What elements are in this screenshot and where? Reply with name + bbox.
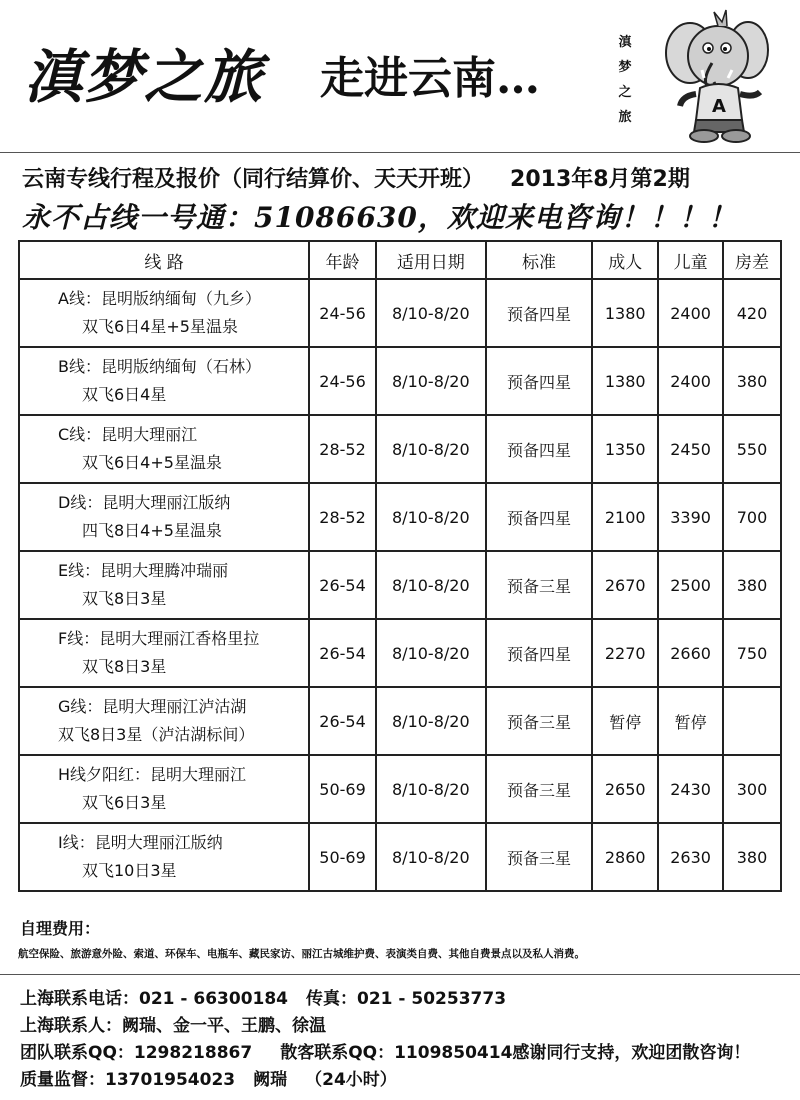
vertical-brand-char: 旅 <box>618 110 632 125</box>
route-name: C线：昆明大理丽江 <box>58 425 198 444</box>
footer-divider <box>0 974 800 975</box>
dates-cell: 8/10-8/20 <box>376 279 486 347</box>
header-adult: 成人 <box>592 241 658 279</box>
vertical-brand <box>614 30 636 130</box>
route-cell <box>19 619 309 687</box>
child-price-cell: 暂停 <box>658 687 723 755</box>
room-diff-cell: 380 <box>723 823 781 891</box>
table-row <box>19 687 781 755</box>
table-row <box>19 823 781 891</box>
age-cell: 28-52 <box>309 483 376 551</box>
page-title <box>22 162 690 193</box>
adult-price-cell: 2670 <box>592 551 658 619</box>
standard-cell: 预备三星 <box>486 823 593 891</box>
route-name: G线：昆明大理丽江泸沽湖 <box>58 697 247 716</box>
adult-price-cell: 1350 <box>592 415 658 483</box>
route-detail: 双飞8日3星 <box>82 657 167 676</box>
age-cell: 26-54 <box>309 687 376 755</box>
table-row <box>19 483 781 551</box>
mascot-letter: A <box>712 96 726 117</box>
route-name: B线：昆明版纳缅甸（石林） <box>58 357 261 376</box>
child-price-cell: 2500 <box>658 551 723 619</box>
contact-line <box>20 1040 750 1067</box>
route-name: D线：昆明大理丽江版纳 <box>58 493 231 512</box>
dates-cell: 8/10-8/20 <box>376 755 486 823</box>
fax-text: 传真：021 - 50253773 <box>306 989 507 1009</box>
table-header-row <box>19 241 781 279</box>
header-room: 房差 <box>723 241 781 279</box>
header-standard: 标准 <box>486 241 593 279</box>
room-diff-cell: 750 <box>723 619 781 687</box>
dates-cell: 8/10-8/20 <box>376 687 486 755</box>
routes-table <box>18 240 782 892</box>
standard-cell: 预备三星 <box>486 551 593 619</box>
standard-cell: 预备四星 <box>486 619 593 687</box>
header <box>0 0 800 150</box>
table-row <box>19 619 781 687</box>
vertical-brand-char: 之 <box>618 85 632 100</box>
room-diff-cell: 700 <box>723 483 781 551</box>
child-price-cell: 2400 <box>658 347 723 415</box>
room-diff-cell: 420 <box>723 279 781 347</box>
individual-qq: 散客联系QQ：1109850414感谢同行支持，欢迎团散咨询！ <box>280 1043 751 1063</box>
adult-price-cell: 2650 <box>592 755 658 823</box>
dates-cell: 8/10-8/20 <box>376 823 486 891</box>
route-cell <box>19 415 309 483</box>
room-diff-cell: 380 <box>723 551 781 619</box>
route-detail: 双飞6日4星 <box>82 385 167 404</box>
slogan: 走进云南… <box>320 53 540 104</box>
table-row <box>19 551 781 619</box>
age-cell: 24-56 <box>309 279 376 347</box>
adult-price-cell: 2270 <box>592 619 658 687</box>
route-cell <box>19 551 309 619</box>
child-price-cell: 2400 <box>658 279 723 347</box>
standard-cell: 预备四星 <box>486 415 593 483</box>
header-route: 线 路 <box>19 241 309 279</box>
standard-cell: 预备三星 <box>486 755 593 823</box>
route-cell <box>19 279 309 347</box>
route-name: E线：昆明大理腾冲瑞丽 <box>58 561 229 580</box>
route-detail: 双飞10日3星 <box>82 861 177 880</box>
table-row <box>19 755 781 823</box>
route-cell <box>19 687 309 755</box>
service-hours: （24小时） <box>305 1070 397 1090</box>
age-cell: 26-54 <box>309 619 376 687</box>
adult-price-cell: 1380 <box>592 347 658 415</box>
issue-label: 2013年8月第2期 <box>510 167 690 192</box>
child-price-cell: 2430 <box>658 755 723 823</box>
header-age: 年龄 <box>309 241 376 279</box>
supervisor-name: 阙瑞 <box>253 1070 288 1090</box>
contact-info <box>20 986 750 1094</box>
route-name: H线夕阳红：昆明大理丽江 <box>58 765 247 784</box>
group-qq: 团队联系QQ：1298218867 <box>20 1043 253 1063</box>
contact-people: 上海联系人：阙瑞、金一平、王鹏、徐温 <box>20 1016 326 1036</box>
hotline-banner: 永不占线一号通：51086630，欢迎来电咨询！！！！ <box>22 201 737 234</box>
dates-cell: 8/10-8/20 <box>376 619 486 687</box>
route-cell <box>19 483 309 551</box>
vertical-brand-char: 梦 <box>618 60 632 75</box>
supervision-phone: 质量监督：13701954023 <box>20 1070 236 1090</box>
fees-heading: 自理费用： <box>20 919 101 938</box>
child-price-cell: 3390 <box>658 483 723 551</box>
phone-text: 上海联系电话：021 - 66300184 <box>20 989 289 1009</box>
room-diff-cell <box>723 687 781 755</box>
contact-line <box>20 986 750 1013</box>
title-main: 云南专线行程及报价（同行结算价、天天开班） <box>22 167 485 192</box>
age-cell: 26-54 <box>309 551 376 619</box>
child-price-cell: 2630 <box>658 823 723 891</box>
adult-price-cell: 2860 <box>592 823 658 891</box>
age-cell: 28-52 <box>309 415 376 483</box>
route-name: F线：昆明大理丽江香格里拉 <box>58 629 260 648</box>
room-diff-cell: 300 <box>723 755 781 823</box>
route-cell <box>19 755 309 823</box>
room-diff-cell: 550 <box>723 415 781 483</box>
table-row <box>19 415 781 483</box>
fees-text: 航空保险、旅游意外险、索道、环保车、电瓶车、藏民家访、丽江古城维护费、表演类自费、其他自费景点以及私人消费。 <box>18 948 585 960</box>
contact-line <box>20 1067 750 1094</box>
route-detail: 双飞8日3星（泸沽湖标间） <box>58 725 255 744</box>
route-detail: 双飞6日3星 <box>82 793 167 812</box>
route-name: I线：昆明大理丽江版纳 <box>58 833 223 852</box>
vertical-brand-char: 滇 <box>618 35 632 50</box>
brand-title: 滇梦之旅 <box>24 43 265 111</box>
room-diff-cell: 380 <box>723 347 781 415</box>
standard-cell: 预备四星 <box>486 279 593 347</box>
header-child: 儿童 <box>658 241 723 279</box>
table-row <box>19 279 781 347</box>
dates-cell: 8/10-8/20 <box>376 551 486 619</box>
dates-cell: 8/10-8/20 <box>376 415 486 483</box>
adult-price-cell: 暂停 <box>592 687 658 755</box>
route-cell <box>19 347 309 415</box>
elephant-mascot-icon <box>660 8 772 143</box>
table-row <box>19 347 781 415</box>
dates-cell: 8/10-8/20 <box>376 347 486 415</box>
dates-cell: 8/10-8/20 <box>376 483 486 551</box>
child-price-cell: 2450 <box>658 415 723 483</box>
header-divider <box>0 152 800 153</box>
route-cell <box>19 823 309 891</box>
route-name: A线：昆明版纳缅甸（九乡） <box>58 289 261 308</box>
age-cell: 50-69 <box>309 823 376 891</box>
header-dates: 适用日期 <box>376 241 486 279</box>
route-detail: 四飞8日4+5星温泉 <box>82 521 222 540</box>
age-cell: 24-56 <box>309 347 376 415</box>
standard-cell: 预备四星 <box>486 347 593 415</box>
adult-price-cell: 2100 <box>592 483 658 551</box>
child-price-cell: 2660 <box>658 619 723 687</box>
route-detail: 双飞8日3星 <box>82 589 167 608</box>
standard-cell: 预备四星 <box>486 483 593 551</box>
route-detail: 双飞6日4星+5星温泉 <box>82 317 238 336</box>
standard-cell: 预备三星 <box>486 687 593 755</box>
age-cell: 50-69 <box>309 755 376 823</box>
adult-price-cell: 1380 <box>592 279 658 347</box>
route-detail: 双飞6日4+5星温泉 <box>82 453 222 472</box>
